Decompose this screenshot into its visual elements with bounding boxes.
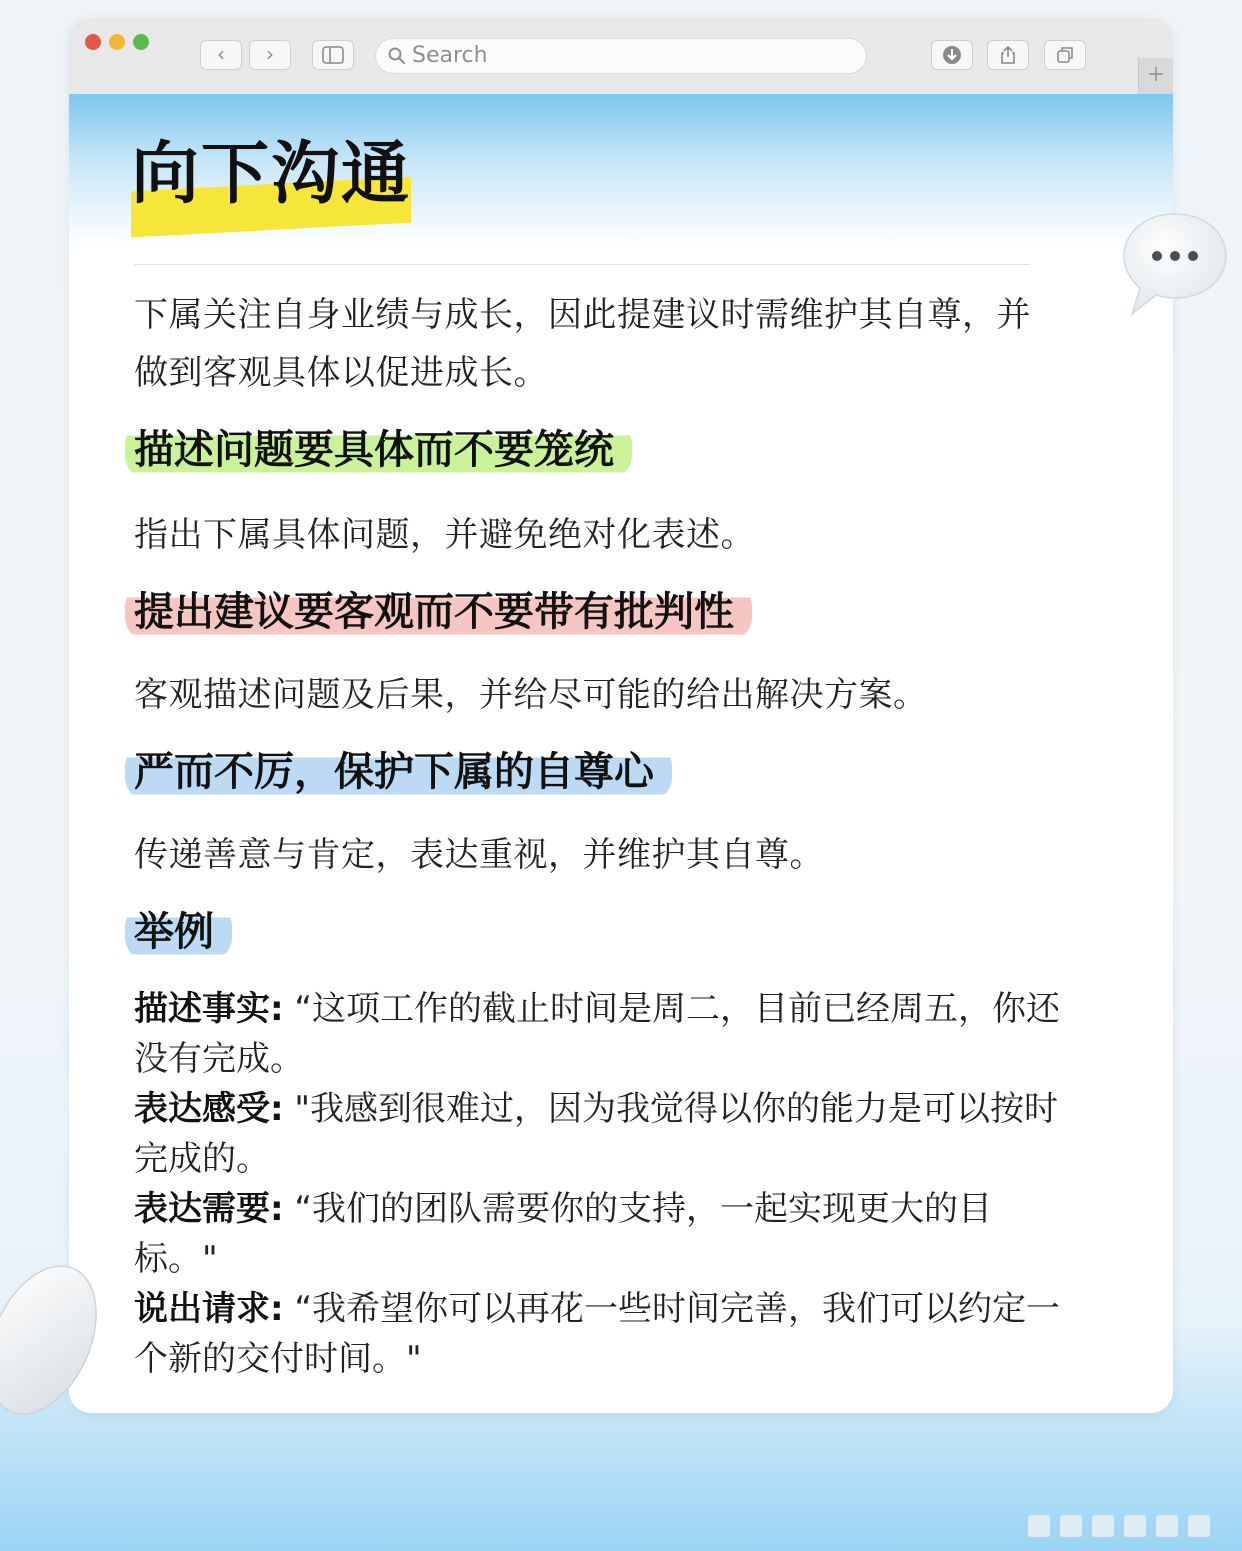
example-text: 没有完成。 bbox=[134, 1039, 304, 1079]
example-item bbox=[134, 1184, 1114, 1284]
sidebar-toggle-button[interactable] bbox=[312, 40, 354, 70]
maximize-window-button[interactable] bbox=[133, 34, 149, 50]
grid-icon bbox=[1026, 1511, 1232, 1541]
forward-button[interactable] bbox=[249, 40, 291, 70]
search-placeholder: Search bbox=[412, 43, 488, 68]
section-body-3: 传递善意与肯定，表达重视，并维护其自尊。 bbox=[134, 835, 824, 875]
example-text: 标。" bbox=[134, 1239, 218, 1279]
section-heading-1-text: 描述问题要具体而不要笼统 bbox=[134, 427, 614, 473]
example-text: 个新的交付时间。" bbox=[134, 1339, 422, 1379]
section-heading-2-text: 提出建议要客观而不要带有批判性 bbox=[134, 589, 734, 635]
close-window-button[interactable] bbox=[85, 34, 101, 50]
chevron-left-icon: ‹ bbox=[217, 42, 225, 66]
download-icon bbox=[942, 45, 962, 65]
back-button[interactable] bbox=[200, 40, 242, 70]
section-heading-1 bbox=[125, 422, 632, 478]
chevron-right-icon: › bbox=[266, 42, 274, 66]
example-label: 表达需要: bbox=[134, 1189, 284, 1229]
example-label: 表达感受: bbox=[134, 1089, 284, 1129]
example-label: 说出请求: bbox=[134, 1289, 284, 1329]
example-heading-text: 举例 bbox=[134, 909, 214, 955]
new-tab-button[interactable] bbox=[1138, 58, 1173, 94]
section-heading-3 bbox=[125, 744, 672, 800]
title-divider bbox=[134, 264, 1030, 265]
search-icon bbox=[388, 47, 406, 65]
sidebar-icon bbox=[322, 46, 344, 64]
page-title: 向下沟通 bbox=[131, 135, 412, 214]
page-title-block bbox=[131, 130, 411, 220]
intro-line-2: 做到客观具体以促进成长。 bbox=[134, 353, 548, 393]
section-heading-2 bbox=[125, 584, 752, 640]
example-item bbox=[134, 1284, 1114, 1384]
example-text: “我希望你可以再花一些时间完善，我们可以约定一 bbox=[294, 1289, 1061, 1329]
browser-toolbar bbox=[69, 18, 1173, 95]
search-input[interactable] bbox=[375, 38, 867, 74]
download-button[interactable] bbox=[931, 40, 973, 70]
example-item bbox=[134, 1084, 1114, 1184]
example-label: 描述事实: bbox=[134, 989, 284, 1029]
tabs-overview-button[interactable] bbox=[1044, 40, 1086, 70]
chat-bubble-icon bbox=[1120, 210, 1230, 320]
plus-icon: + bbox=[1146, 62, 1166, 87]
tabs-icon bbox=[1055, 45, 1075, 65]
example-text: 完成的。 bbox=[134, 1139, 270, 1179]
section-body-2: 客观描述问题及后果，并给尽可能的给出解决方案。 bbox=[134, 675, 928, 715]
share-icon bbox=[998, 45, 1018, 65]
example-item bbox=[134, 984, 1114, 1084]
mouse-icon bbox=[0, 1258, 104, 1428]
section-heading-3-text: 严而不厉，保护下属的自尊心 bbox=[134, 749, 654, 795]
section-body-1: 指出下属具体问题，并避免绝对化表述。 bbox=[134, 515, 755, 555]
browser-window bbox=[69, 18, 1173, 1413]
example-text: “这项工作的截止时间是周二，目前已经周五，你还 bbox=[294, 989, 1061, 1029]
example-text: "我感到很难过，因为我觉得以你的能力是可以按时 bbox=[294, 1089, 1059, 1129]
minimize-window-button[interactable] bbox=[109, 34, 125, 50]
intro-line-1: 下属关注自身业绩与成长，因此提建议时需维护其自尊，并 bbox=[134, 295, 1031, 335]
example-heading bbox=[125, 904, 232, 960]
share-button[interactable] bbox=[987, 40, 1029, 70]
example-text: “我们的团队需要你的支持，一起实现更大的目 bbox=[294, 1189, 993, 1229]
